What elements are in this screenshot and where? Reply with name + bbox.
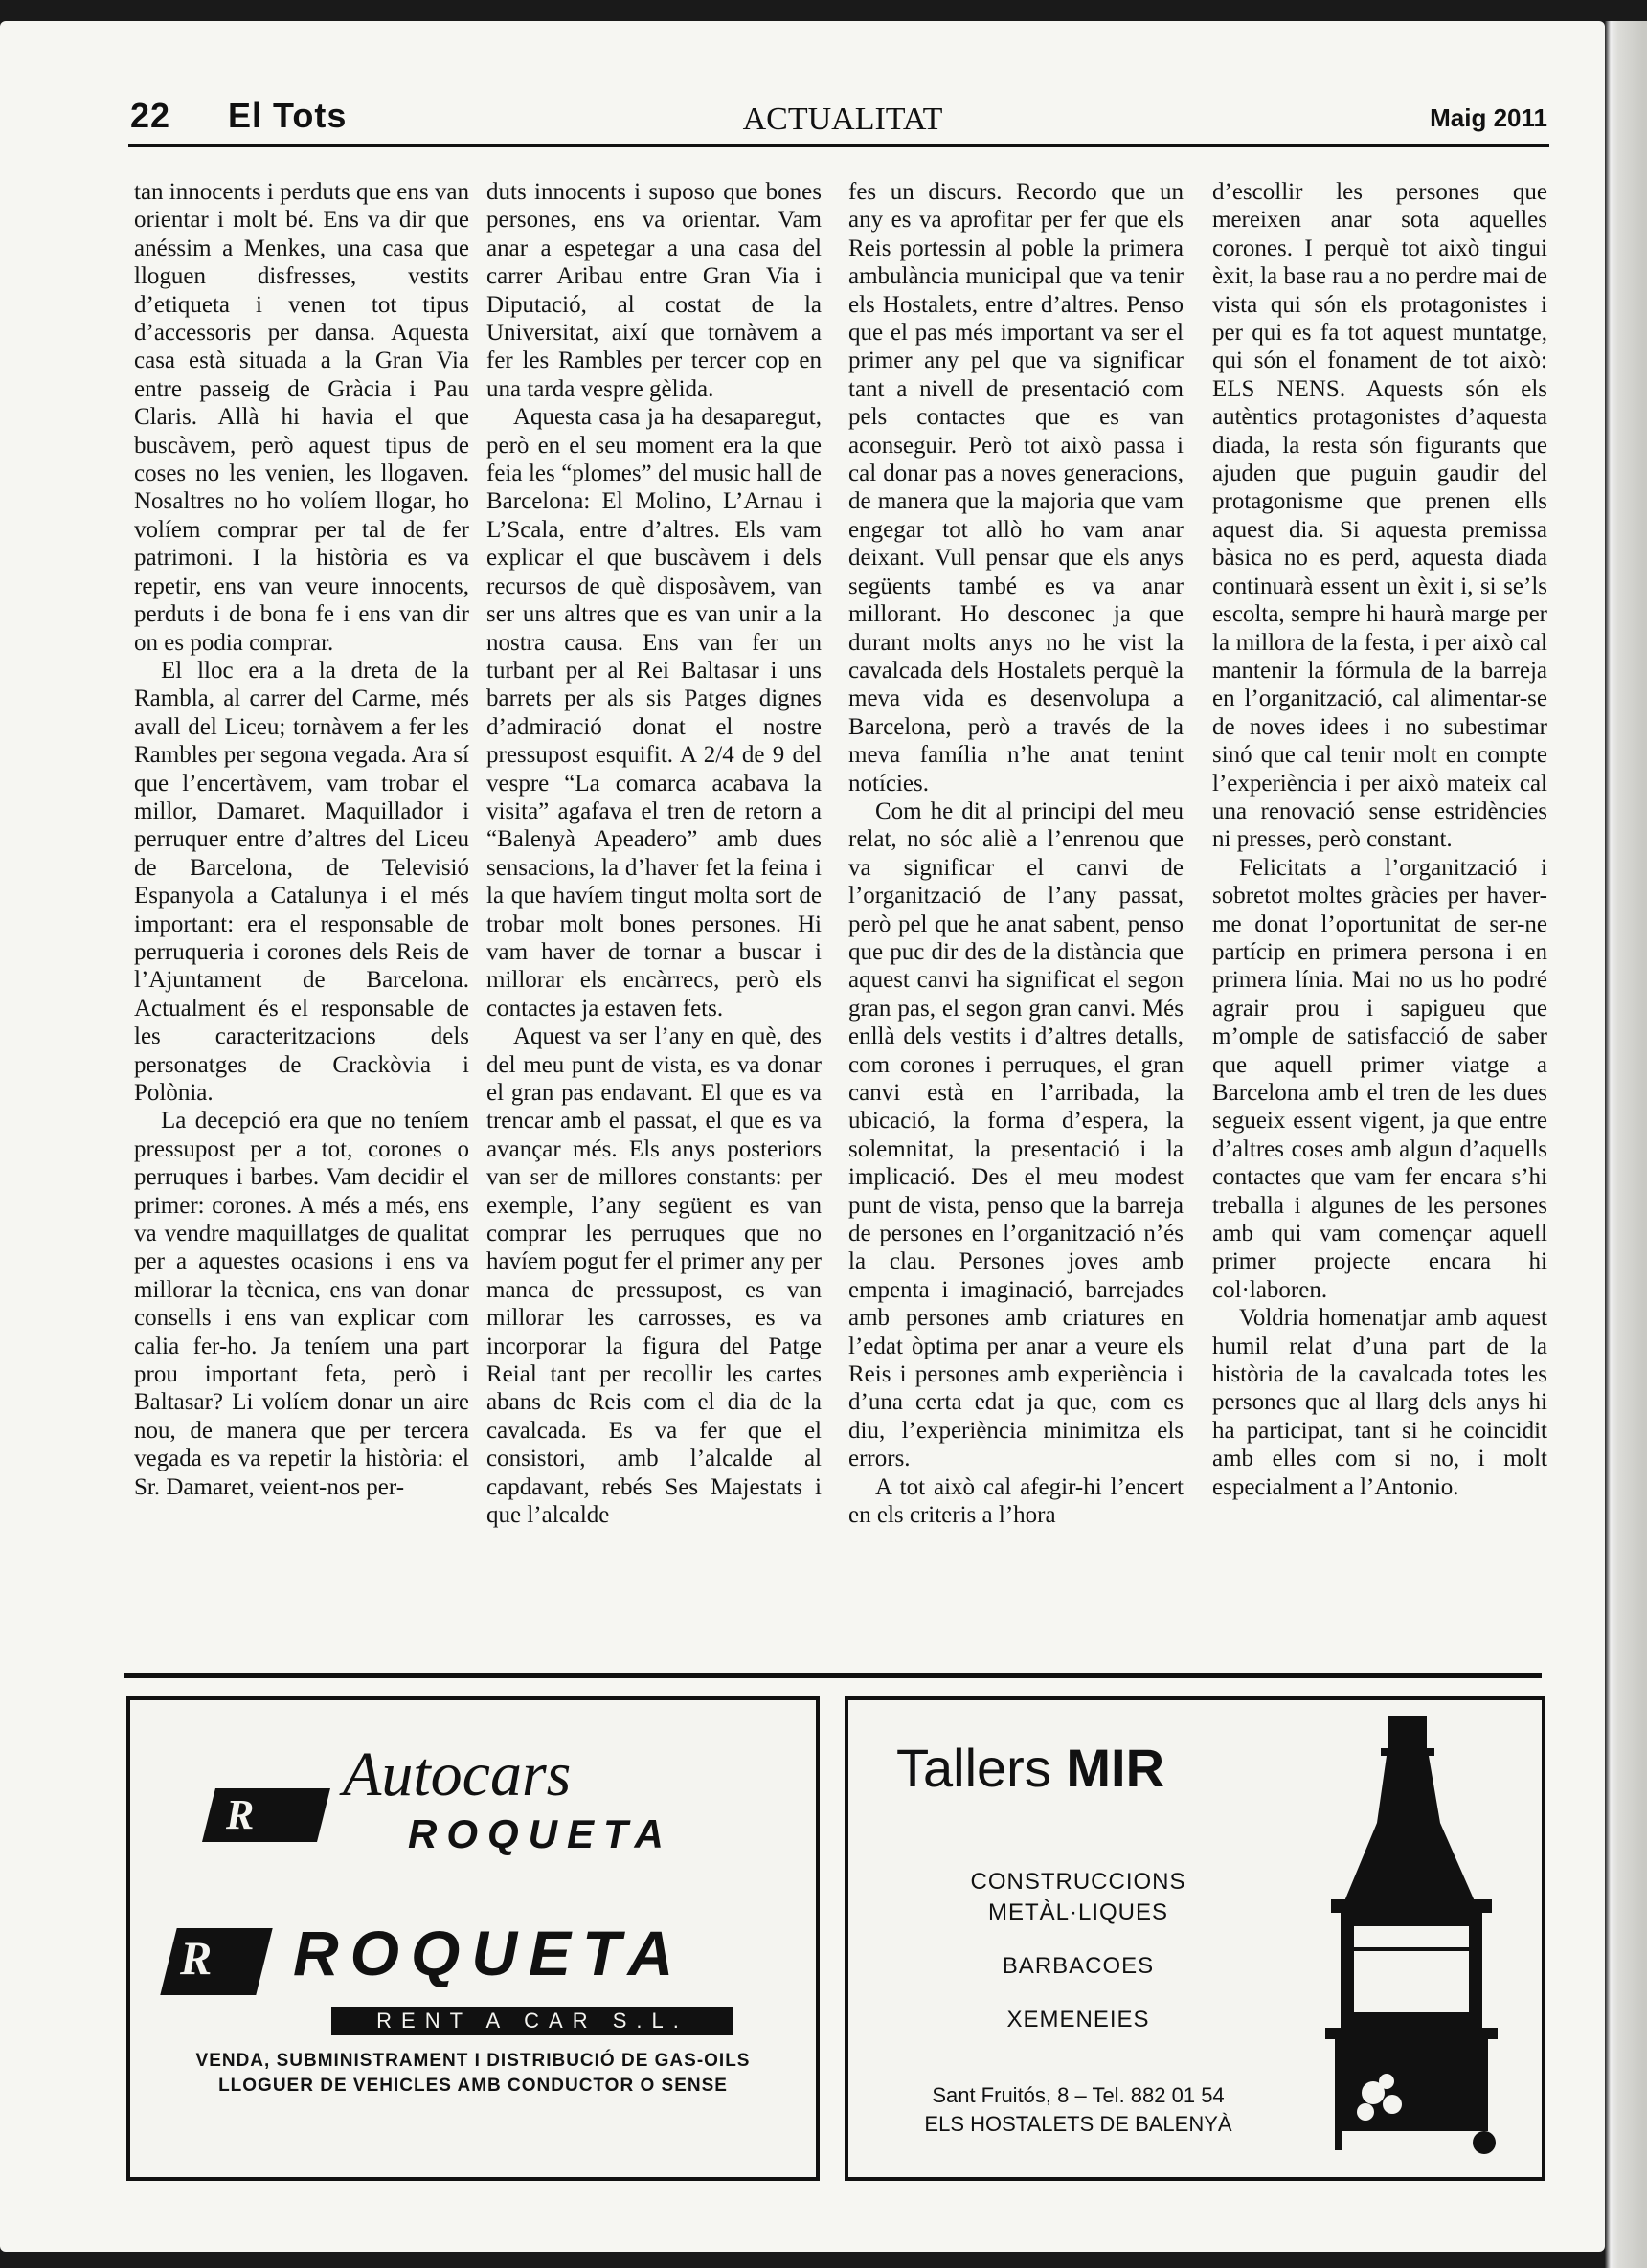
ads-rule (124, 1673, 1542, 1678)
issue-date: Maig 2011 (1430, 103, 1547, 132)
mir-title (896, 1737, 1164, 1799)
barbecue-icon (1306, 1710, 1517, 2160)
header-rule (128, 144, 1549, 147)
ad-tallers-mir (845, 1696, 1545, 2181)
roqueta-name-large: ROQUETA (293, 1918, 686, 1988)
roqueta-services-line-2: LLOGUER DE VEHICLES AMB CONDUCTOR O SENSE (218, 2076, 728, 2096)
mir-line-1: CONSTRUCCIONS (970, 1869, 1186, 1895)
ad-roqueta (126, 1696, 820, 2181)
paragraph: Voldria homenatjar amb aquest humil relat d’una part de la història de la cavalcada totes les persones que al llarg dels anys hi ha participat, tant si he coincidit amb elles com si no, i molt especialment a l’Antonio. (1212, 1305, 1547, 1500)
mir-title-bold: MIR (1066, 1738, 1165, 1798)
mir-line-4: XEMENEIES (1006, 2007, 1150, 2032)
roqueta-script-name: Autocars (343, 1740, 572, 1809)
roqueta-logo-mark-text: R (226, 1791, 255, 1838)
mir-line-3: BARBACOES (1002, 1953, 1155, 1979)
mir-line-2: METÀL·LIQUES (987, 1899, 1169, 1925)
article-column-2 (486, 178, 822, 1530)
roqueta-rent-text: RENT A CAR S.L. (376, 2009, 688, 2032)
roqueta-logo-mark-2-text: R (180, 1931, 213, 1985)
page-edge (1605, 21, 1647, 2268)
paragraph: El lloc era a la dreta de la Rambla, al carrer del Carme, més avall del Liceu; tornàvem a fer les Rambles per segona vegada. Ara sí que l’encertàvem, vam trobar el millor, Damaret. Maquillador i perruquer entre d’altres del Liceu de Barcelona, de Televisió Espanyola a Catalunya i el més important: era el responsable de perruqueria i corones dels Reis de l’Ajuntament de Barcelona. Actualment és el responsable de les caracteritzacions dels personatges de Crackòvia i Polònia. (134, 657, 469, 1106)
paragraph: Felicitats a l’organització i sobretot moltes gràcies per haver-me donat l’oportunitat de ser-ne partícip en primera persona i en primera línia. Mai no us ho podré agrair prou i sapigueu que m’omple de satisfacció de saber que aquell primer viatge a Barcelona amb el tren de les dues segueix essent vigent, ja que entre d’altres coses amb algun d’aquells contactes que vam fer encara s’hi treballa i algunes de les persones amb qui vam començar aquell primer projecte encara hi col·laboren. (1212, 854, 1547, 1303)
mir-town: ELS HOSTALETS DE BALENYÀ (924, 2112, 1232, 2136)
section-title: ACTUALITAT (742, 101, 943, 137)
paragraph: fes un discurs. Recordo que un any es va aprofitar per fer que els Reis portessin al poble la primera ambulància municipal que va tenir els Hostalets, entre d’altres. Penso que el pas més important va ser el primer any pel que va significar tant a nivell de presentació com pels contactes que es van aconseguir. Però tot això passa i cal donar pas a noves generacions, de manera que la majoria que vam engegar tot allò ho vam anar deixant. Vull pensar que els anys següents també es va anar millorant. Ho desconec ja que durant molts anys no he vist la cavalcada dels Hostalets perquè la meva vida es desenvolupa a Barcelona, però a través de la meva família n’he anat tenint notícies. (848, 179, 1184, 797)
mir-address: Sant Fruitós, 8 – Tel. 882 01 54 (932, 2083, 1225, 2107)
page-number: 22 (130, 96, 171, 135)
article-column-3 (848, 178, 1184, 1530)
paragraph: Com he dit al principi del meu relat, no sóc aliè a l’enrenou que va significar el canvi de l’organització de l’any passat, però pel que he anat sabent, penso que puc dir des de la distància que aquest canvi ha significat el segon gran pas, el segon gran canvi. Més enllà dels vestits i d’altres detalls, com corones i perruques, el gran canvi està en l’arribada, la ubicació, la forma d’espera, la solemnitat, la presentació i la implicació. Des el meu modest punt de vista, penso que la barreja de persones en l’organització n’és la clau. Persones joves amb empenta i imaginació, barrejades amb persones amb criatures en l’edat òptima per anar a veure els Reis i persones amb experiència i d’una certa edat ja que, com es diu, l’experiència minimitza els errors. (848, 797, 1184, 1472)
paragraph: Aquest va ser l’any en què, des del meu punt de vista, es va donar el gran pas endavant. El que es va trencar amb el passat, el que es va avançar més. Els anys posteriors van ser de millores constants: per exemple, l’any següent es van comprar les perruques que no havíem pogut fer el primer any per manca de pressupost, es van millorar les carrosses, es va incorporar la figura del Patge Reial tant per recollir les cartes abans de Reis com el dia de la cavalcada. Es va fer que el consistori, amb l’alcalde al capdavant, rebés Ses Majestats i que l’alcalde (486, 1023, 822, 1529)
paragraph: duts innocents i suposo que bones persones, ens va orientar. Vam anar a espetegar a una casa del carrer Aribau entre Gran Via i Diputació, al costat de la Universitat, així que tornàvem a fer les Rambles per tercer cop en una tarda vespre gèlida. (486, 179, 822, 402)
roqueta-name-small: ROQUETA (408, 1811, 673, 1856)
article-column-1 (134, 178, 469, 1501)
paragraph: tan innocents i perduts que ens van orientar i molt bé. Ens va dir que anéssim a Menkes, una casa que lloguen disfresses, vestits d’etiqueta i venen tot tipus d’accessoris per dansa. Aquesta casa està situada a la Gran Via entre passeig de Gràcia i Pau Claris. Allà hi havia el que buscàvem, però aquest tipus de coses no les venien, les llogaven. Nosaltres no ho volíem llogar, ho volíem comprar per tal de fer patrimoni. I la història es va repetir, ens van veure innocents, perduts i de bona fe i ens van dir on es podia comprar. (134, 179, 469, 656)
roqueta-logo-mark-2 (160, 1928, 272, 1995)
article-column-4 (1212, 178, 1547, 1501)
roqueta-logo-mark (202, 1788, 330, 1842)
paragraph: d’escollir les persones que mereixen anar sota aquelles corones. I perquè tot això tingui èxit, la base rau a no perdre mai de vista qui són els protagonistes i per qui es fa tot aquest muntatge, qui són el fonament de tot això: ELS NENS. Aquests són els autèntics protagonistes d’aquesta diada, la resta són figurants que ajuden que puguin gaudir del protagonisme que prenen ells aquest dia. Si aquesta premissa bàsica no es perd, aquesta diada continuarà essent un èxit i, si se’ls escolta, sempre hi haurà marge per la millora de la festa, i per això cal mantenir la fórmula de la barreja en l’organització, cal alimentar-se de noves idees i no subestimar sinó que cal tenir molt en compte l’experiència i per això mateix cal una renovació sense estridències ni presses, però constant. (1212, 179, 1547, 853)
paragraph: A tot això cal afegir-hi l’encert en els criteris a l’hora (848, 1473, 1184, 1529)
paragraph: Aquesta casa ja ha desaparegut, però en el seu moment era la que feia les “plomes” del music hall de Barcelona: El Molino, L’Arnau i L’Scala, entre d’altres. Els vam explicar el que buscàvem i dels recursos de què disposàvem, van ser uns altres que es van unir a la nostra causa. Ens van fer un turbant per al Rei Baltasar i uns barrets per als sis Patges dignes d’admiració donat el nostre pressupost esquifit. A 2/4 de 9 del vespre “La comarca acabava la visita” agafava el tren de retorn a “Balenyà Apeadero” amb dues sensacions, la d’haver fet la feina i la que havíem tingut molta sort de trobar molt bones persones. Hi vam haver de tornar a buscar i millorar els encàrrecs, però els contactes ja estaven fets. (486, 404, 822, 1022)
paragraph: La decepció era que no teníem pressupost per a tot, corones o perruques i barbes. Vam decidir el primer: corones. A més a més, ens va vendre maquillatges de qualitat per a aquestes ocasions i ens va millorar la tècnica, ens van donar consells i ens van explicar com calia fer-ho. Ja teníem una part prou important feta, però i Baltasar? Li volíem donar un aire nou, de manera que per tercera vegada es va repetir la història: el Sr. Damaret, veient-nos per- (134, 1108, 469, 1500)
publication-name: El Tots (228, 96, 348, 135)
mir-title-regular: Tallers (896, 1738, 1067, 1798)
roqueta-services-line-1: VENDA, SUBMINISTRAMENT I DISTRIBUCIÓ DE GAS-OILS (195, 2051, 751, 2071)
